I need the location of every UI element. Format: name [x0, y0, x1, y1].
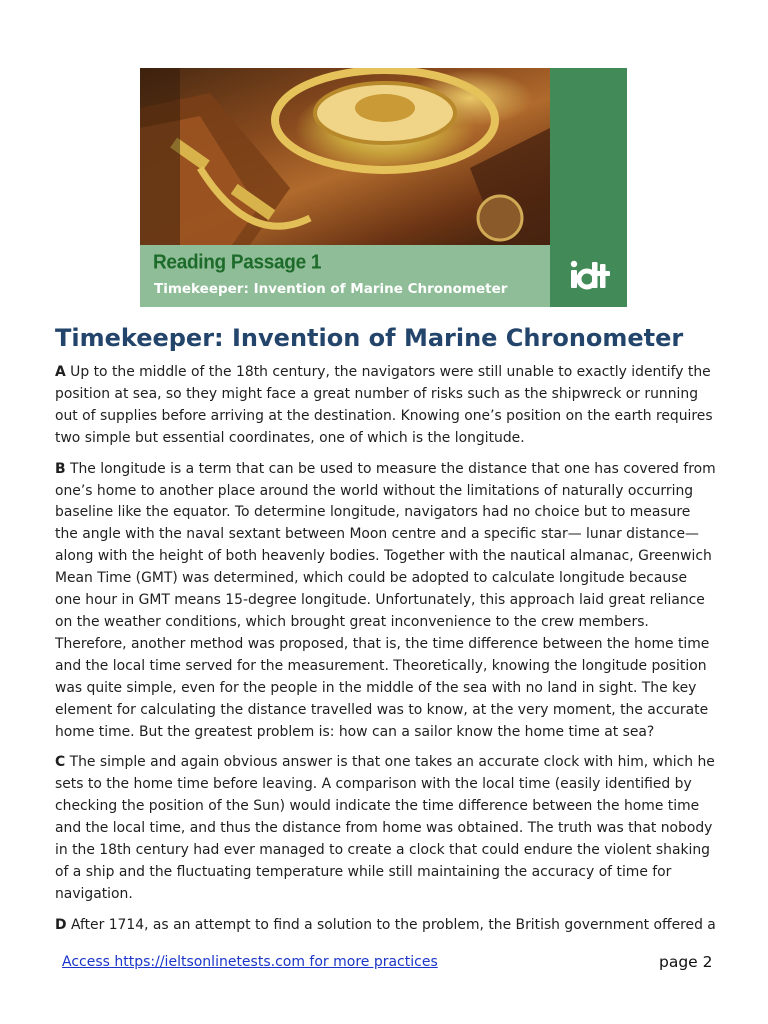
idt-logo [570, 260, 612, 290]
chronometer-photo [140, 68, 550, 245]
paragraph-text: After 1714, as an attempt to find a solution to the problem, the British government offered a [66, 916, 716, 933]
banner-title: Reading Passage 1 [153, 251, 322, 274]
paragraph-text: The longitude is a term that can be used to measure the distance that one has covered from one’s home to another place around the world without the limitations of naturally occurring baseline like the equator. To determine longitude, navigators had no choice but to measure the angle with the naval sextant between Moon centre and a specific star— lunar distance—along with the height of both heavenly bodies. Together with the nautical almanac, Greenwich Mean Time (GMT) was determined, which could be adopted to calculate longitude because one hour in GMT means 15-degree longitude. Unfortunately, this approach laid great reliance on the weather conditions, which brought great inconvenience to the crew members. Therefore, another method was proposed, that is, the time difference between the home time and the local time served for the measurement. Theoretically, knowing the longitude position was quite simple, even for the people in the middle of the sea with no land in sight. The key element for calculating the distance travelled was to know, at the very moment, the accurate home time. But the greatest problem is: how can a sailor know the home time at sea? [55, 460, 716, 740]
passage-body [55, 362, 717, 946]
paragraph-letter: C [55, 754, 66, 771]
paragraph-letter: D [55, 916, 67, 933]
paragraph-b [55, 459, 717, 744]
paragraph-text: The simple and again obvious answer is that one takes an accurate clock with him, which he sets to the home time before leaving. A comparison with the local time (easily identified by checking the position of the Sun) would indicate the time difference between the home time and the local time, and thus the distance from home was obtained. The truth was that nobody in the 18th century had ever managed to create a clock that could endure the violent shaking of a ship and the fluctuating temperature while still maintaining the accuracy of time for navigation. [55, 754, 715, 902]
paragraph-a [55, 362, 717, 450]
banner-caption [140, 245, 550, 307]
practice-link[interactable]: Access https://ieltsonlinetests.com for more practices [62, 954, 438, 970]
page-number: page 2 [659, 953, 713, 971]
paragraph-c [55, 752, 717, 905]
paragraph-d [55, 915, 717, 937]
paragraph-text: Up to the middle of the 18th century, the navigators were still unable to exactly identify the position at sea, so they might face a great number of risks such as the shipwreck or running out of supplies before arriving at the destination. Knowing one’s position on the earth requires two simple but essential coordinates, one of which is the longitude. [55, 364, 713, 446]
chronometer-illustration [140, 68, 550, 245]
paragraph-letter: B [55, 460, 66, 477]
passage-banner [140, 68, 627, 307]
page-title: Timekeeper: Invention of Marine Chronometer [55, 324, 684, 352]
banner-subtitle: Timekeeper: Invention of Marine Chronometer [154, 281, 508, 297]
paragraph-letter: A [55, 364, 66, 380]
